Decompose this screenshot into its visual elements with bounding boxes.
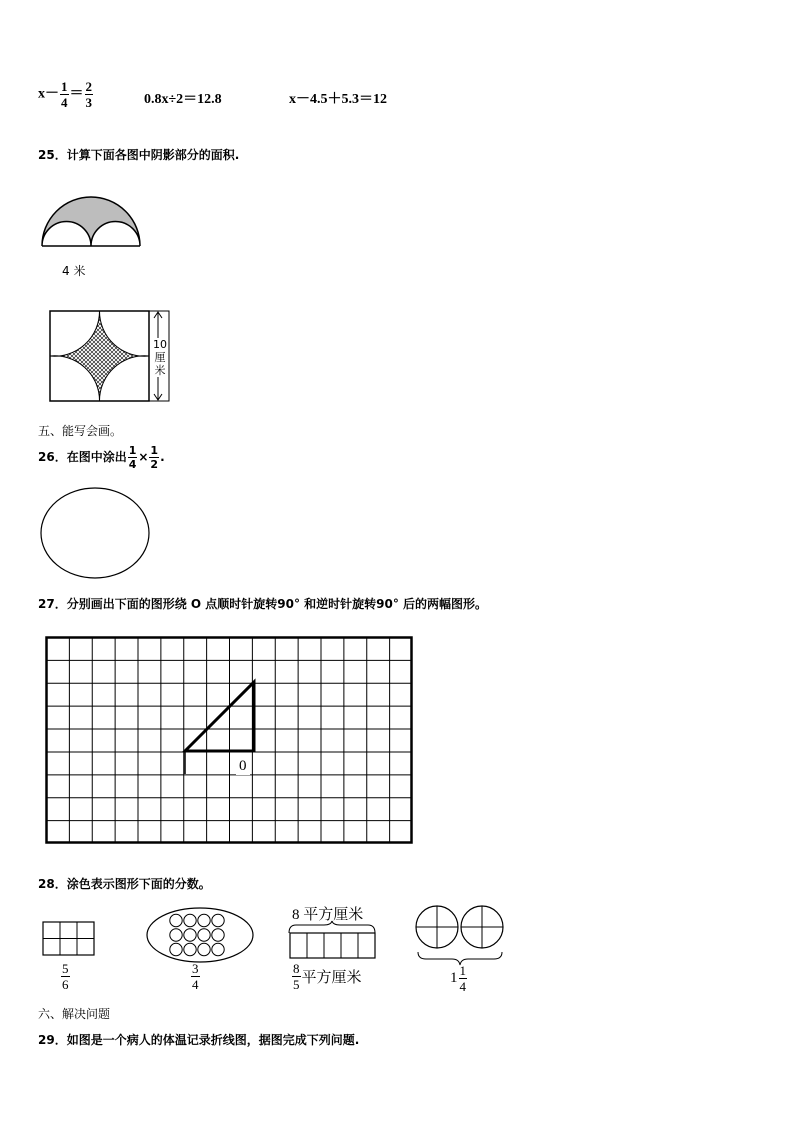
q28-fig3-strip	[286, 921, 382, 961]
oval-small-circle	[170, 943, 182, 955]
section-6-title: 六、解决问题	[38, 1007, 111, 1021]
q26-fraction-1: $\frac{1}{4}$	[128, 444, 137, 471]
q25-figure-semicircles	[38, 178, 148, 258]
q25-shaded-star	[50, 311, 149, 401]
equation-1-fraction-2: $\frac{2}{3}$	[85, 79, 92, 110]
equation-1	[38, 80, 94, 109]
q28-fig3-fraction: $\frac{8}{5}$ 平方厘米	[293, 961, 362, 992]
q27-title: 27．分别画出下面的图形绕 O 点顺时针旋转90° 和逆时针旋转90° 后的两幅图形。	[38, 597, 488, 611]
q25-fig1-label: 4 米	[62, 264, 86, 278]
oval-small-circle	[184, 943, 196, 955]
q26-circle	[40, 487, 152, 581]
q28-fig3-brace	[289, 921, 375, 933]
equation-1-prefix: x－	[38, 86, 59, 102]
oval-small-circle	[184, 914, 196, 926]
q28-fig1-rectangle	[42, 921, 98, 957]
oval-small-circle	[198, 914, 210, 926]
equation-2: 0.8x÷2＝12.8	[144, 92, 222, 107]
q27-point-o-label: 0	[236, 758, 250, 775]
q25-title: 25．计算下面各图中阴影部分的面积.	[38, 148, 240, 162]
q28-fig2-fraction: $\frac{3}{4}$	[192, 961, 199, 992]
q28-title: 28．涂色表示图形下面的分数。	[38, 877, 211, 891]
oval-small-circle	[198, 943, 210, 955]
section-5-title: 五、能写会画。	[38, 424, 123, 438]
oval-small-circle	[184, 929, 196, 941]
q28-fig3-top-label: 8 平方厘米	[292, 907, 364, 923]
q25-fig2-label: 10 厘 米	[153, 338, 167, 377]
oval-small-circle	[198, 929, 210, 941]
q26-title: 26．在图中涂出 $\frac{1}{4}$ × $\frac{1}{2}$ .	[38, 444, 165, 471]
q28-fig4-circles	[414, 904, 510, 968]
q27-grid	[45, 636, 415, 844]
q29-title: 29．如图是一个病人的体温记录折线图，据图完成下列问题.	[38, 1033, 360, 1047]
oval-small-circle	[212, 914, 224, 926]
equation-3: x－4.5＋5.3＝12	[289, 92, 387, 107]
oval-small-circle	[170, 929, 182, 941]
q28-fig1-fraction: $\frac{5}{6}$	[62, 961, 69, 992]
oval-small-circle	[212, 929, 224, 941]
q28-fig4-fraction: 1 $\frac{1}{4}$	[450, 963, 466, 994]
q27-triangle	[185, 682, 254, 751]
oval-small-circle	[212, 943, 224, 955]
equation-1-equals: ＝	[69, 86, 84, 102]
q26-fraction-2: $\frac{1}{2}$	[150, 444, 159, 471]
equation-1-fraction-1: $\frac{1}{4}$	[61, 79, 68, 110]
q25-shaded-region	[42, 197, 140, 246]
oval-small-circle	[170, 914, 182, 926]
q28-fig2-oval	[146, 906, 258, 964]
